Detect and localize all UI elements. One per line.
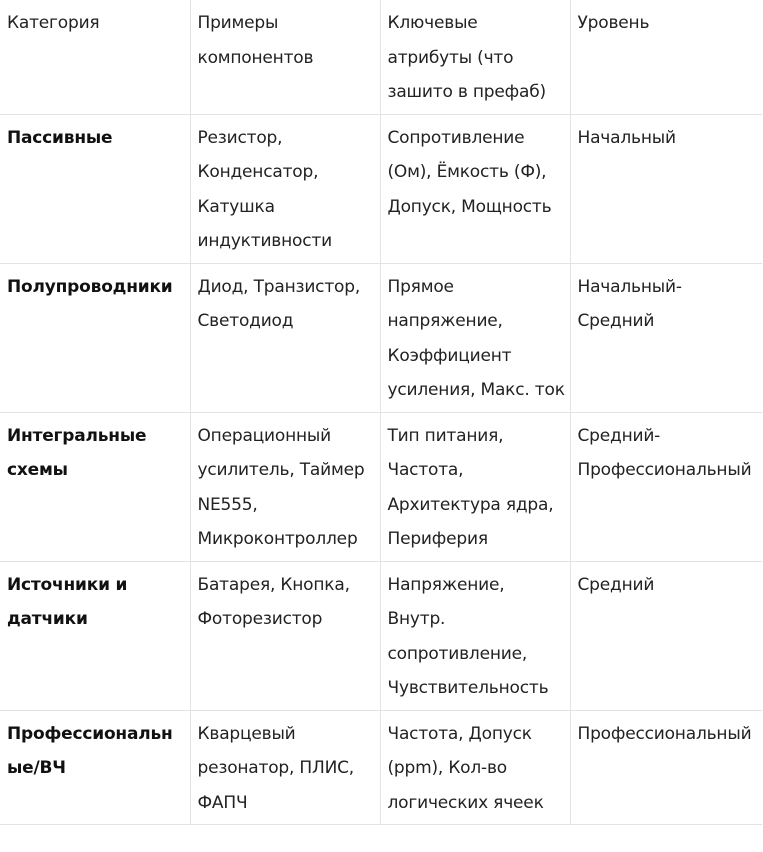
- attributes-cell: Частота, Допуск (ppm), Кол-во логических ячеек: [380, 710, 570, 825]
- attributes-cell: Прямое напряжение, Коэффициент усиления, Макс. ток: [380, 263, 570, 412]
- examples-cell: Операционный усилитель, Таймер NE555, Микроконтроллер: [190, 412, 380, 561]
- header-level: Уровень: [570, 0, 762, 114]
- category-cell: Интегральные схемы: [0, 412, 190, 561]
- examples-cell: Диод, Транзистор, Светодиод: [190, 263, 380, 412]
- table-row: [0, 710, 762, 825]
- attributes-cell: Напряжение, Внутр. сопротивление, Чувствительность: [380, 561, 570, 710]
- table-row: [0, 412, 762, 561]
- category-cell: Профессиональные/ВЧ: [0, 710, 190, 825]
- examples-cell: Кварцевый резонатор, ПЛИС, ФАПЧ: [190, 710, 380, 825]
- category-cell: Источники и датчики: [0, 561, 190, 710]
- attributes-cell: Тип питания, Частота, Архитектура ядра, Периферия: [380, 412, 570, 561]
- header-category: Категория: [0, 0, 190, 114]
- table-row: [0, 263, 762, 412]
- table-row: [0, 561, 762, 710]
- level-cell: Начальный-Средний: [570, 263, 762, 412]
- table-row: [0, 114, 762, 263]
- attributes-cell: Сопротивление (Ом), Ёмкость (Ф), Допуск, Мощность: [380, 114, 570, 263]
- category-cell: Пассивные: [0, 114, 190, 263]
- level-cell: Средний-Профессиональный: [570, 412, 762, 561]
- examples-cell: Резистор, Конденсатор, Катушка индуктивности: [190, 114, 380, 263]
- header-examples: Примеры компонентов: [190, 0, 380, 114]
- level-cell: Профессиональный: [570, 710, 762, 825]
- level-cell: Начальный: [570, 114, 762, 263]
- header-attributes: Ключевые атрибуты (что зашито в префаб): [380, 0, 570, 114]
- examples-cell: Батарея, Кнопка, Фоторезистор: [190, 561, 380, 710]
- category-cell: Полупроводники: [0, 263, 190, 412]
- header-row: [0, 0, 762, 114]
- level-cell: Средний: [570, 561, 762, 710]
